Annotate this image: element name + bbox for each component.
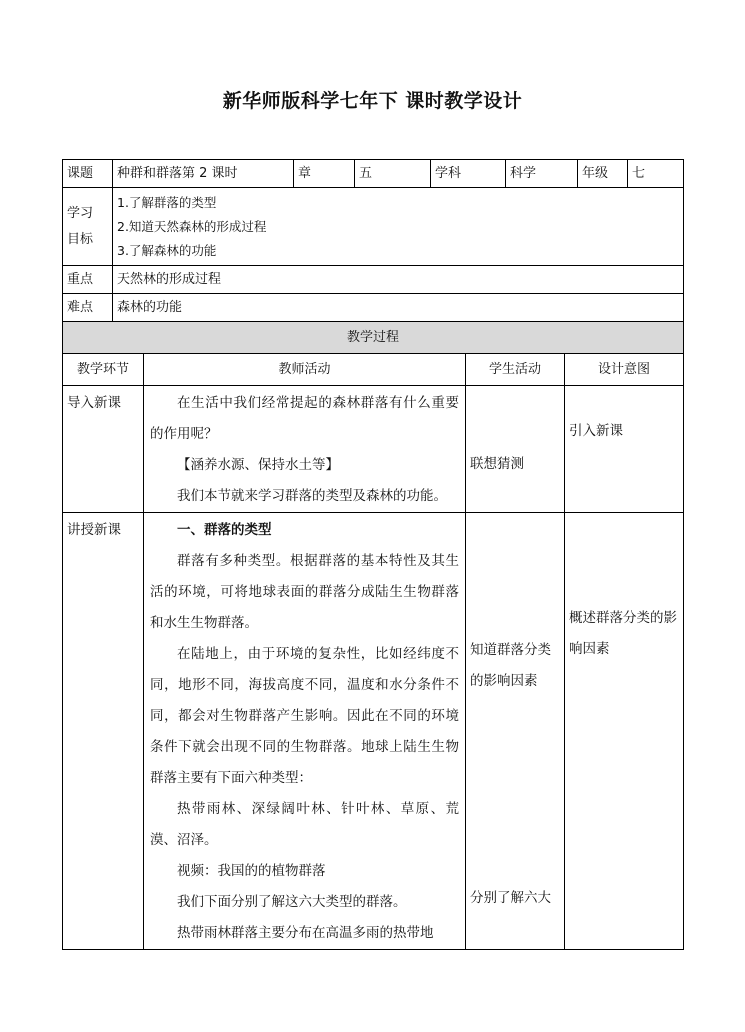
topic-label: 课题 — [63, 160, 113, 188]
lesson-info-table — [62, 159, 684, 322]
process-header: 教学过程 — [63, 322, 684, 354]
goal-item: 1.了解群落的类型 — [117, 194, 217, 210]
student-activity-1: 知道群落分类的影响因素 — [470, 642, 551, 689]
difficult-point-label: 难点 — [63, 294, 113, 322]
teaching-process-table — [62, 321, 684, 950]
column-student: 学生活动 — [466, 354, 565, 386]
lecture-teacher: 一、群落的类型 群落有多种类型。根据群落的基本特性及其生活的环境，可将地球表面的群落分成陆生生物群落和水生生物群落。 在陆地上，由于环境的复杂性，比如经纬度不同，地形不同，海拔高度不同，温度和水分条件不同，都会对生物群落产生影响。因此在不同的环境条件下就会出现不同的生物群落。地球上陆生生物群落主要有下面六种类型： 热带雨林、深绿阔叶林、针叶林、草原、荒漠、沼泽。 视频：我国的的植物群落 我们下面分别了解这六大类型的群落。 热带雨林群落主要分布在高温多雨的热带地 — [144, 513, 466, 950]
document-title: 新华师版科学七年下 课时教学设计 — [222, 90, 523, 112]
goals-label-line2: 目标 — [67, 231, 94, 247]
key-point-label: 重点 — [63, 266, 113, 294]
column-stage: 教学环节 — [63, 354, 144, 386]
chapter-value: 五 — [355, 160, 431, 188]
student-activity-2: 分别了解六大 — [470, 890, 551, 906]
section-heading: 一、群落的类型 — [177, 522, 272, 538]
column-intent: 设计意图 — [565, 354, 684, 386]
lecture-intent: 概述群落分类的影响因素 — [565, 513, 684, 950]
subject-value: 科学 — [506, 160, 578, 188]
topic-value: 种群和群落第 2 课时 — [113, 160, 294, 188]
intro-teacher: 在生活中我们经常提起的森林群落有什么重要的作用呢？ 【涵养水源、保持水土等】 我们本节就来学习群落的类型及森林的功能。 — [144, 386, 466, 513]
chapter-label: 章 — [294, 160, 355, 188]
key-point-value: 天然林的形成过程 — [113, 266, 684, 294]
goals-label — [63, 188, 113, 266]
goal-item: 3.了解森林的功能 — [117, 242, 217, 258]
lecture-stage: 讲授新课 — [63, 513, 144, 950]
subject-label: 学科 — [431, 160, 506, 188]
grade-label: 年级 — [578, 160, 628, 188]
intro-student: 联想猜测 — [466, 386, 565, 513]
intro-stage: 导入新课 — [63, 386, 144, 513]
intro-intent: 引入新课 — [565, 386, 684, 513]
goals-list — [113, 188, 684, 266]
difficult-point-value: 森林的功能 — [113, 294, 684, 322]
goals-label-line1: 学习 — [67, 205, 94, 221]
goal-item: 2.知道天然森林的形成过程 — [117, 218, 267, 234]
lecture-student — [466, 513, 565, 950]
column-teacher: 教师活动 — [144, 354, 466, 386]
grade-value: 七 — [628, 160, 684, 188]
